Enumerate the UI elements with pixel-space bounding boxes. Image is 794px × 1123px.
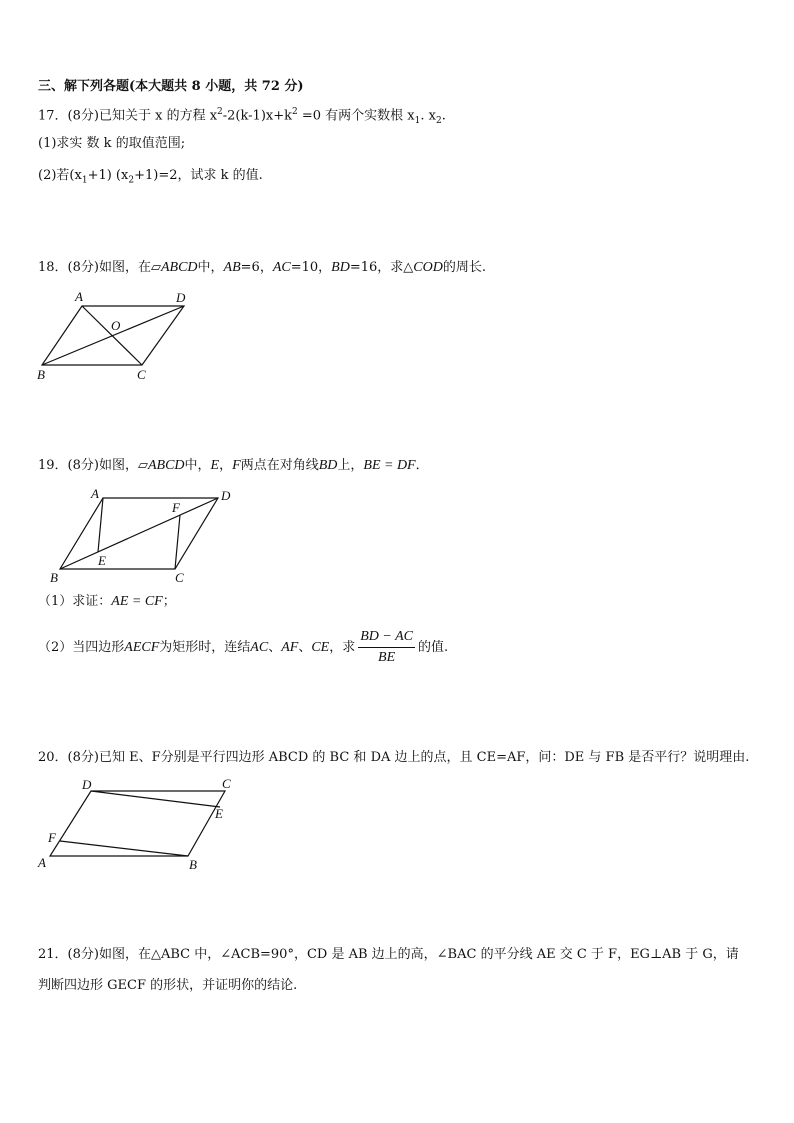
q19-part1-eq: AE = CF [111,594,163,609]
q20-label-f: F [48,830,56,845]
q17-part2-sub1: 1 [81,175,88,186]
q17-part2-b: +1) (x [87,168,129,183]
q18-figure [34,288,194,383]
q20-label-c: C [222,776,231,791]
q19-part1-a: （1）求证： [38,594,112,609]
q21-number: 21．(8分) [38,947,99,962]
q19-label-d: D [221,488,231,503]
q21-line1 [38,946,739,964]
q19-part2-c: ，求 [329,640,356,655]
q19-part2-b: 为矩形时，连结 [159,640,251,655]
q18-ab: AB [223,260,241,275]
q19-frac-num: BD − AC [358,628,415,648]
q19-text-f: ． [415,458,429,473]
q19-af: AF [281,640,299,655]
q17-text-a: 已知关于 x 的方程 x [98,108,218,124]
q19-bd: BD [318,458,338,473]
q19-diagonal-bd [60,498,218,569]
q19-label-a: A [91,486,99,501]
q19-aecf: AECF [124,640,160,655]
q18-ac: AC [272,260,291,275]
q17-text-c: =0 有两个实数根 x [297,108,415,124]
q19-ce: CE [311,640,330,655]
q19-number: 19．(8分) [38,458,99,473]
q18-stem [38,259,486,277]
q18-label-d: D [176,290,186,305]
q20-figure [34,776,244,871]
q18-text-a: 如图，在▱ [98,260,161,275]
q19-sep2: 、 [298,640,312,655]
q19-stem [38,457,429,475]
q18-label-c: C [137,367,146,382]
q19-text-a: 如图，▱ [98,458,148,473]
section-title: 三、解下列各题(本大题共 8 小题，共 72 分) [38,79,304,94]
q19-part2 [38,628,448,667]
q18-bd: BD [331,260,350,275]
q17-sup2: 2 [292,107,298,117]
q18-label-o: O [111,318,121,333]
q20-segment-de [91,791,220,807]
q17-number: 17．(8分) [38,108,99,124]
q19-figure [46,486,246,586]
q20-label-e: E [215,806,223,821]
q20-segment-fb [60,841,188,856]
q19-label-c: C [175,570,184,585]
q21-line1-text: 如图，在△ABC 中，∠ACB=90°，CD 是 AB 边上的高，∠BAC 的平分线 AE 交 C 于 F，EG⊥AB 于 G，请 [98,947,739,962]
q19-part1 [38,593,176,611]
q19-text-b: 中， [184,458,211,473]
q19-label-e: E [98,553,106,568]
q17-part2-c: +1)=2，试求 k 的值. [134,168,263,183]
q17-part2-sub2: 2 [128,175,135,186]
q21-line2: 判断四边形 GECF 的形状，并证明你的结论. [38,978,298,993]
q20-label-a: A [38,855,46,870]
q20-text: 已知 E、F分别是平行四边形 ABCD 的 BC 和 DA 边上的点，且 CE=AF，问：DE 与 FB 是否平行？说明理由. [98,750,750,765]
q17-text-d: . x [420,108,436,124]
q17-sub2: 2 [435,115,442,126]
q19-text-d: 两点在对角线 [240,458,319,473]
q17-part1: (1)求实 数 k 的取值范围; [38,136,186,151]
q17-part2 [38,167,263,190]
q20-label-b: B [189,857,197,872]
q18-text-f: 的周长. [442,260,486,275]
q20-parallelogram [50,791,225,856]
q19-ac: AC [250,640,269,655]
q17-sub1: 1 [414,115,421,126]
q17-text-e: . [441,108,446,124]
q19-eq: BE = DF [363,458,416,473]
q17-sup1: 2 [217,107,223,117]
q17-stem [38,103,446,130]
q17-text-b: -2(k-1)x+k [222,108,292,124]
q19-sep1: 、 [268,640,282,655]
q17-part2-a: (2)若(x [38,168,82,183]
q19-text-e: 上， [337,458,364,473]
q18-cod: COD [413,260,443,275]
q19-e: E [210,458,220,473]
q18-text-b: 中， [197,260,224,275]
q19-abcd: ABCD [147,458,185,473]
q19-frac-den: BE [378,650,396,665]
q19-part2-a: （2）当四边形 [38,640,125,655]
q19-fraction [358,628,415,667]
q19-label-f: F [172,500,180,515]
q18-text-e: =16，求△ [349,260,414,275]
q18-text-c: =6， [240,260,273,275]
q19-label-b: B [50,570,58,585]
q18-text-d: =10， [290,260,332,275]
q18-label-a: A [75,289,83,304]
q20-number: 20．(8分) [38,750,99,765]
q19-text-c: ， [219,458,233,473]
q19-part2-d: 的值. [417,640,449,655]
q18-label-b: B [37,367,45,382]
q18-abcd: ABCD [160,260,198,275]
q19-f: F [232,458,241,473]
q20-label-d: D [82,777,92,792]
q18-number: 18．(8分) [38,260,99,275]
q19-part1-b: ； [162,594,176,609]
q20-stem [38,749,749,767]
